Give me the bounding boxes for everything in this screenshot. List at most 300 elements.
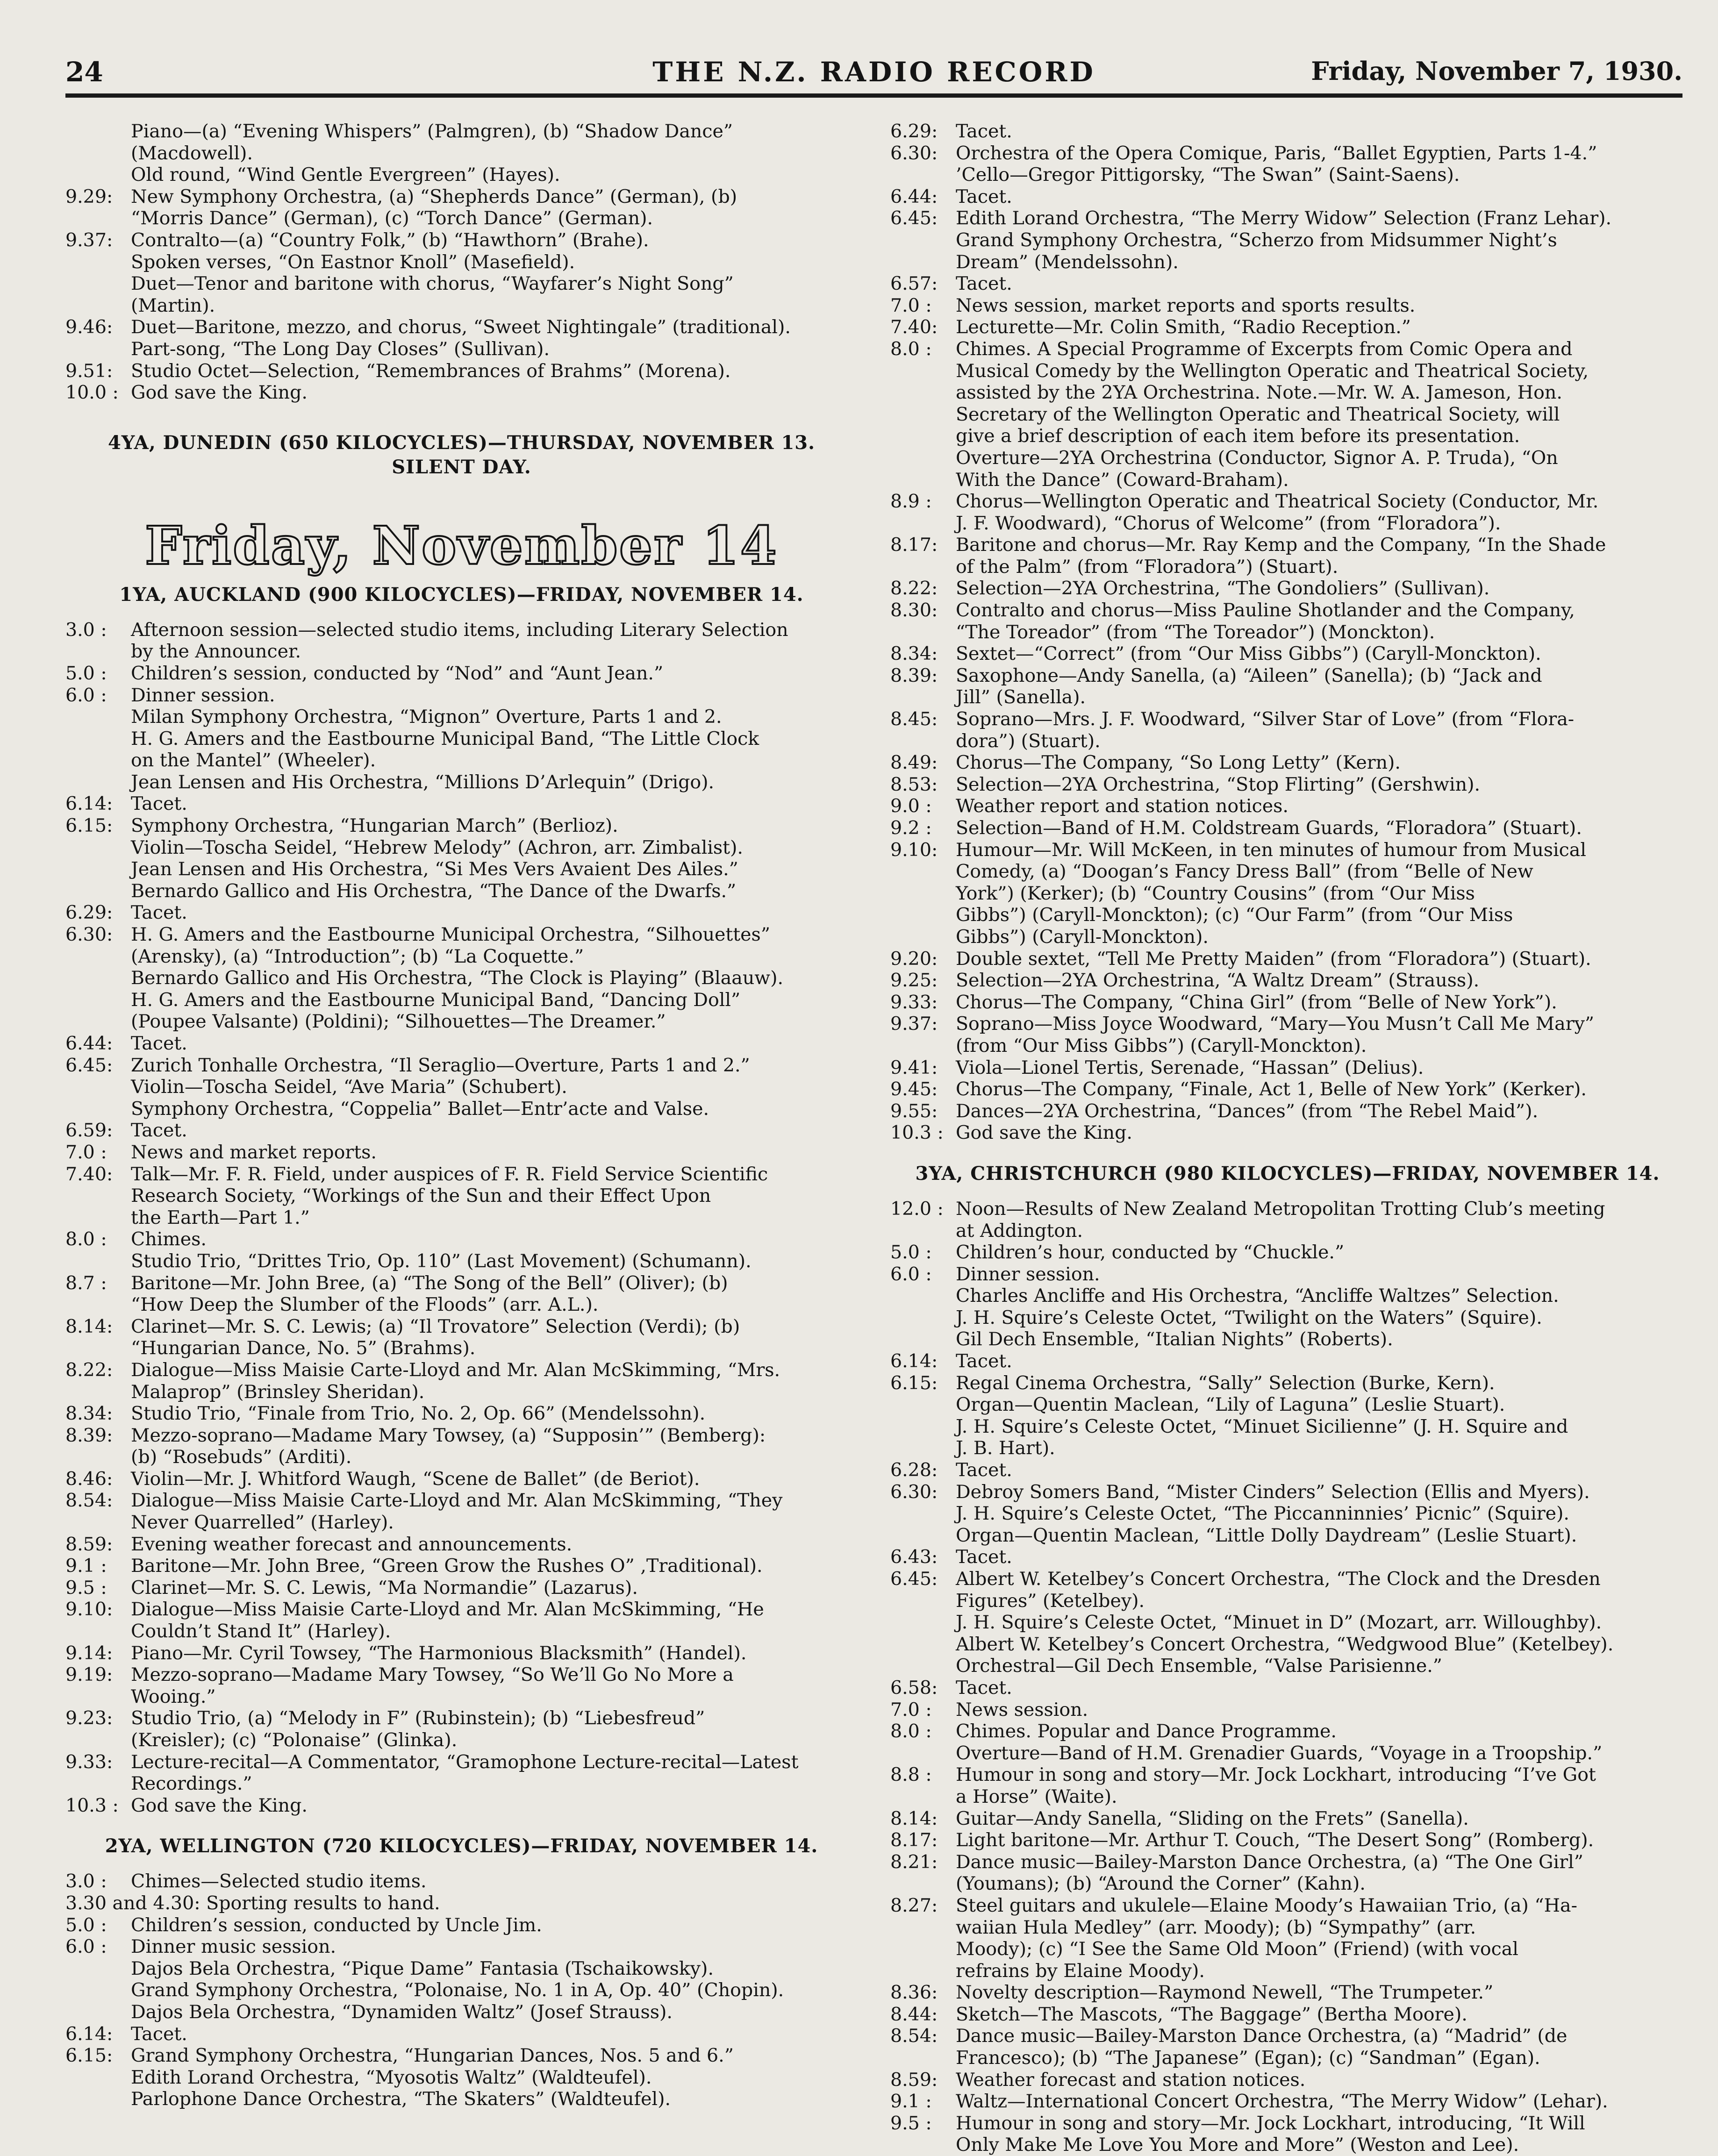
entry-line: Humour in song and story—Mr. Jock Lockhart, introducing, “It Will xyxy=(956,2112,1585,2134)
programme-entry xyxy=(65,1577,858,1599)
programme-entry xyxy=(890,839,1685,948)
entry-line: Chorus—The Company, “China Girl” (from “Belle of New York”). xyxy=(956,991,1557,1013)
entry-time: 6.14: xyxy=(65,793,113,815)
entry-line: Dajos Bela Orchestra, “Dynamiden Waltz” (Josef Strauss). xyxy=(131,2001,673,2023)
programme-entry xyxy=(65,1033,858,1055)
programme-entry xyxy=(890,207,1685,273)
entry-line: Duet—Tenor and baritone with chorus, “Wayfarer’s Night Song” xyxy=(131,273,734,295)
issue-date: Friday, November 7, 1930. xyxy=(1311,56,1682,86)
entry-time: 8.0 : xyxy=(65,1228,107,1250)
entry-line: Baritone—Mr. John Bree, “Green Grow the Rushes O” ,Traditional). xyxy=(131,1555,763,1577)
entry-line: Wooing.” xyxy=(131,1685,216,1707)
programme-entry xyxy=(890,1078,1685,1100)
programme-entry xyxy=(890,1677,1685,1699)
entry-time: 8.36: xyxy=(890,1982,938,2004)
entry-line: the Earth—Part 1.” xyxy=(131,1207,310,1228)
day-heading: Friday, November 14 xyxy=(145,515,778,577)
programme-entry xyxy=(65,1425,858,1468)
entry-line: Only Make Me Love You More and More” (Weston and Lee). xyxy=(956,2134,1519,2156)
entry-time: 6.29: xyxy=(890,121,938,142)
programme-entry xyxy=(890,643,1685,665)
entry-line: (Kreisler); (c) “Polonaise” (Glinka). xyxy=(131,1729,458,1751)
programme-entry xyxy=(890,1982,1685,2004)
entry-time: 9.19: xyxy=(65,1664,113,1686)
programme-entry xyxy=(890,1264,1685,1350)
entry-line: Secretary of the Wellington Operatic and Theatrical Society, will xyxy=(956,403,1560,425)
entry-line: Overture—Band of H.M. Grenadier Guards, “Voyage in a Troopship.” xyxy=(956,1742,1603,1764)
entry-time: 8.30: xyxy=(890,600,938,621)
entry-line: Musical Comedy by the Wellington Operatic and Theatrical Society, xyxy=(956,360,1589,382)
entry-line: Weather forecast and station notices. xyxy=(956,2069,1306,2091)
programme-entry xyxy=(890,708,1685,752)
entry-line: Bernardo Gallico and His Orchestra, “The Clock is Playing” (Blaauw). xyxy=(131,967,784,989)
programme-entry xyxy=(65,1599,858,1642)
entry-line: Waltz—International Concert Orchestra, “The Merry Widow” (Lehar). xyxy=(956,2091,1608,2113)
entry-line: Dinner session. xyxy=(131,684,275,706)
entry-time: 8.0 : xyxy=(890,338,932,360)
programme-entry xyxy=(890,774,1685,796)
entry-line: Piano—Mr. Cyril Towsey, “The Harmonious Blacksmith” (Handel). xyxy=(131,1642,747,1664)
programme-entry xyxy=(65,1142,858,1164)
programme-entry xyxy=(65,1228,858,1272)
entry-time: 9.33: xyxy=(65,1751,113,1773)
entry-line: York”) (Kerker); (b) “Country Cousins” (from “Our Miss xyxy=(956,882,1475,904)
entry-line: Chimes. A Special Programme of Excerpts from Comic Opera and xyxy=(956,338,1573,360)
entry-time: 9.20: xyxy=(890,948,938,970)
entry-line: Tacet. xyxy=(131,1033,187,1054)
entry-time: 6.45: xyxy=(890,207,938,229)
entry-line: Edith Lorand Orchestra, “Myosotis Waltz” (Waldteufel). xyxy=(131,2066,652,2088)
entry-line: Mezzo-soprano—Madame Mary Towsey, “So We’ll Go No More a xyxy=(131,1664,734,1686)
entry-line: Bernardo Gallico and His Orchestra, “The Dance of the Dwarfs.” xyxy=(131,880,737,902)
entry-time: 7.40: xyxy=(890,316,938,338)
programme-entry xyxy=(890,992,1685,1014)
entry-line: Soprano—Mrs. J. F. Woodward, “Silver Star of Love” (from “Flora- xyxy=(956,708,1575,730)
entry-time: 8.9 : xyxy=(890,491,932,513)
entry-line: Moody); (c) “I See the Same Old Moon” (Friend) (with vocal xyxy=(956,1938,1518,1960)
entry-line: Clarinet—Mr. S. C. Lewis; (a) “Il Trovatore” Selection (Verdi); (b) xyxy=(131,1315,740,1337)
programme-list xyxy=(65,1870,858,2110)
programme-entry xyxy=(65,382,858,404)
programme-entry xyxy=(890,534,1685,578)
entry-time: 10.0 : xyxy=(65,382,119,404)
entry-line: Contralto—(a) “Country Folk,” (b) “Hawthorn” (Brahe). xyxy=(131,229,649,251)
programme-entry xyxy=(890,1546,1685,1568)
entry-line: Albert W. Ketelbey’s Concert Orchestra, “The Clock and the Dresden xyxy=(956,1568,1601,1590)
programme-entry xyxy=(890,1372,1685,1459)
entry-line: Grand Symphony Orchestra, “Scherzo from Midsummer Night’s xyxy=(956,229,1557,251)
programme-entry xyxy=(65,186,858,229)
entry-line: (Arensky), (a) “Introduction”; (b) “La Coquette.” xyxy=(131,945,584,967)
entry-time: 9.37: xyxy=(890,1013,938,1035)
entry-line: Gibbs”) (Caryll-Monckton). xyxy=(956,926,1209,948)
programme-entry xyxy=(65,1055,858,1120)
entry-line: Overture—2YA Orchestrina (Conductor, Signor A. P. Truda), “On xyxy=(956,447,1558,469)
entry-time: 6.29: xyxy=(65,902,113,924)
entry-time: 6.30: xyxy=(65,924,113,946)
entry-line: New Symphony Orchestra, (a) “Shepherds Dance” (German), (b) xyxy=(131,186,737,207)
programme-entry xyxy=(890,1699,1685,1721)
entry-time: 7.0 : xyxy=(890,294,932,316)
entry-time: 8.8 : xyxy=(890,1764,932,1786)
entry-line: Viola—Lionel Tertis, Serenade, “Hassan” (Delius). xyxy=(956,1057,1424,1078)
programme-entry xyxy=(890,600,1685,643)
station-heading-auckland: 1YA, AUCKLAND (900 KILOCYCLES)—FRIDAY, NOVEMBER 14. xyxy=(119,583,804,606)
station-heading-christchurch: 3YA, CHRISTCHURCH (980 KILOCYCLES)—FRIDAY, NOVEMBER 14. xyxy=(915,1162,1660,1185)
entry-line: “How Deep the Slumber of the Floods” (arr. A.L.). xyxy=(131,1294,599,1316)
entry-time: 6.44: xyxy=(890,186,938,207)
entry-time: 6.0 : xyxy=(65,1936,107,1958)
entry-line: Charles Ancliffe and His Orchestra, “Ancliffe Waltzes” Selection. xyxy=(956,1285,1559,1307)
entry-line: Gibbs”) (Caryll-Monckton); (c) “Our Farm” (from “Our Miss xyxy=(956,904,1513,926)
entry-line: Tacet. xyxy=(956,186,1012,207)
entry-line: Zurich Tonhalle Orchestra, “Il Seraglio—Overture, Parts 1 and 2.” xyxy=(131,1054,750,1076)
programme-entry xyxy=(890,143,1685,186)
programme-entry xyxy=(65,1664,858,1707)
entry-time: 9.10: xyxy=(65,1599,113,1621)
programme-entry xyxy=(65,1534,858,1556)
entry-time: 6.44: xyxy=(65,1033,113,1054)
entry-line: Organ—Quentin Maclean, “Little Dolly Daydream” (Leslie Stuart). xyxy=(956,1524,1577,1546)
entry-line: News session, market reports and sports results. xyxy=(956,294,1416,316)
entry-time: 9.14: xyxy=(65,1642,113,1664)
entry-line: Milan Symphony Orchestra, “Mignon” Overture, Parts 1 and 2. xyxy=(131,706,722,728)
entry-line: Orchestral—Gil Dech Ensemble, “Valse Parisienne.” xyxy=(956,1655,1442,1677)
programme-entry xyxy=(890,1721,1685,1764)
right-column xyxy=(890,121,1685,2156)
entry-line: Symphony Orchestra, “Coppelia” Ballet—Entr’acte and Valse. xyxy=(131,1098,709,1120)
entry-line: Guitar—Andy Sanella, “Sliding on the Frets” (Sanella). xyxy=(956,1807,1469,1829)
programme-entry xyxy=(890,970,1685,992)
entry-time: 8.17: xyxy=(890,534,938,556)
entry-line: Chorus—Wellington Operatic and Theatrical Society (Conductor, Mr. xyxy=(956,491,1599,513)
entry-time: 6.58: xyxy=(890,1677,938,1699)
programme-entry xyxy=(65,360,858,382)
entry-line: Research Society, “Workings of the Sun and their Effect Upon xyxy=(131,1185,711,1207)
entry-line: ’Cello—Gregor Pittigorsky, “The Swan” (Saint-Saens). xyxy=(956,164,1460,186)
programme-entry xyxy=(890,1242,1685,1264)
programme-entry xyxy=(65,1164,858,1229)
programme-entry xyxy=(65,1936,858,2023)
entry-line: Humour—Mr. Will McKeen, in ten minutes of humour from Musical xyxy=(956,839,1586,861)
left-column xyxy=(65,121,858,2110)
programme-entry xyxy=(65,685,858,793)
entry-time: 6.43: xyxy=(890,1546,938,1568)
entry-line: Debroy Somers Band, “Mister Cinders” Selection (Ellis and Myers). xyxy=(956,1481,1590,1503)
silent-day-note: SILENT DAY. xyxy=(392,456,531,478)
entry-line: Dance music—Bailey-Marston Dance Orchestra, (a) “The One Girl” xyxy=(956,1851,1583,1873)
entry-time: 8.7 : xyxy=(65,1272,107,1294)
entry-time: 3.0 : xyxy=(65,1870,107,1892)
entry-line: give a brief description of each item before its presentation. xyxy=(956,425,1520,447)
entry-time: 3.0 : xyxy=(65,619,107,641)
entry-line: of the Palm” (from “Floradora”) (Stuart). xyxy=(956,556,1339,578)
entry-line: Tacet. xyxy=(956,1677,1012,1699)
programme-entry xyxy=(890,1100,1685,1122)
entry-time: 8.17: xyxy=(890,1829,938,1851)
programme-entry xyxy=(65,1359,858,1403)
entry-line: Tacet. xyxy=(131,2023,187,2045)
entry-time: 9.45: xyxy=(890,1078,938,1100)
entry-line: Edith Lorand Orchestra, “The Merry Widow” Selection (Franz Lehar). xyxy=(956,207,1612,229)
entry-time: 6.0 : xyxy=(65,684,107,706)
entry-line: Studio Trio, “Finale from Trio, No. 2, Op. 66” (Mendelssohn). xyxy=(131,1403,706,1425)
entry-line: Spoken verses, “On Eastnor Knoll” (Masefield). xyxy=(131,251,575,273)
entry-time: 9.1 : xyxy=(65,1555,107,1577)
entry-time: 8.59: xyxy=(65,1533,113,1555)
entry-line: Baritone—Mr. John Bree, (a) “The Song of the Bell” (Oliver); (b) xyxy=(131,1272,728,1294)
programme-entry xyxy=(890,1122,1685,1144)
entry-time: 8.39: xyxy=(890,664,938,686)
entry-line: Duet—Baritone, mezzo, and chorus, “Sweet Nightingale” (traditional). xyxy=(131,316,791,338)
programme-entry xyxy=(890,795,1685,817)
entry-time: 6.15: xyxy=(65,815,113,837)
entry-time: 8.44: xyxy=(890,2003,938,2025)
programme-list xyxy=(65,619,858,1817)
programme-entry xyxy=(890,1013,1685,1057)
programme-entry xyxy=(890,2091,1685,2113)
programme-entry xyxy=(890,273,1685,295)
programme-entry xyxy=(890,752,1685,774)
entry-line: J. H. Squire’s Celeste Octet, “Twilight on the Waters” (Squire). xyxy=(956,1306,1542,1328)
entry-line: Chorus—The Company, “Finale, Act 1, Belle of New York” (Kerker). xyxy=(956,1078,1587,1100)
entry-line: Dialogue—Miss Maisie Carte-Lloyd and Mr. Alan McSkimming, “They xyxy=(131,1490,783,1512)
programme-entry xyxy=(65,2045,858,2110)
programme-entry xyxy=(890,491,1685,534)
entry-time: 8.45: xyxy=(890,708,938,730)
entry-line: Chimes. xyxy=(131,1228,207,1250)
programme-entry xyxy=(65,1403,858,1425)
entry-line: Studio Trio, “Drittes Trio, Op. 110” (Last Movement) (Schumann). xyxy=(131,1250,752,1272)
programme-entry xyxy=(65,1316,858,1359)
entry-line: Tacet. xyxy=(956,1350,1012,1372)
entry-line: a Horse” (Waite). xyxy=(956,1785,1117,1807)
programme-entry xyxy=(65,1870,858,1892)
entry-line: Tacet. xyxy=(956,1546,1012,1568)
entry-line: Selection—Band of H.M. Coldstream Guards, “Floradora” (Stuart). xyxy=(956,817,1582,839)
entry-line: With the Dance” (Coward-Braham). xyxy=(956,469,1289,491)
entry-time: 9.29: xyxy=(65,186,113,207)
programme-entry xyxy=(65,815,858,902)
programme-entry xyxy=(890,121,1685,143)
programme-entry xyxy=(890,948,1685,970)
station-heading-wellington: 2YA, WELLINGTON (720 KILOCYCLES)—FRIDAY, NOVEMBER 14. xyxy=(105,1835,818,1857)
entry-time: 8.14: xyxy=(890,1807,938,1829)
entry-line: “Hungarian Dance, No. 5” (Brahms). xyxy=(131,1337,476,1359)
entry-time: 9.5 : xyxy=(890,2112,932,2134)
entry-time: 6.15: xyxy=(890,1372,938,1394)
entry-time: 9.1 : xyxy=(890,2091,932,2113)
entry-line: Tacet. xyxy=(131,902,187,924)
entry-line: Lecture-recital—A Commentator, “Gramophone Lecture-recital—Latest xyxy=(131,1751,799,1773)
programme-entry xyxy=(890,1057,1685,1079)
entry-line: Comedy, (a) “Doogan’s Fancy Dress Ball” (from “Belle of New xyxy=(956,861,1533,883)
entry-time: 8.22: xyxy=(65,1359,113,1381)
programme-entry xyxy=(890,1808,1685,1830)
entry-line: Chimes. Popular and Dance Programme. xyxy=(956,1721,1337,1742)
programme-entry xyxy=(890,578,1685,600)
entry-time: 8.22: xyxy=(890,578,938,600)
programme-entry xyxy=(890,1764,1685,1807)
entry-time: 8.53: xyxy=(890,773,938,795)
entry-time: 6.0 : xyxy=(890,1263,932,1285)
programme-entry xyxy=(65,1751,858,1795)
entry-line: Afternoon session—selected studio items, including Literary Selection xyxy=(131,619,788,641)
entry-time: 7.0 : xyxy=(65,1141,107,1163)
entry-line: Chorus—The Company, “So Long Letty” (Kern). xyxy=(956,752,1401,774)
entry-line: Noon—Results of New Zealand Metropolitan Trotting Club’s meeting xyxy=(956,1198,1605,1220)
entry-time: 6.28: xyxy=(890,1459,938,1481)
entry-line: refrains by Elaine Moody). xyxy=(956,1960,1205,1982)
programme-entry xyxy=(890,2113,1685,2156)
entry-line: Malaprop” (Brinsley Sheridan). xyxy=(131,1381,425,1403)
entry-line: News and market reports. xyxy=(131,1141,377,1163)
entry-line: Novelty description—Raymond Newell, “The Trumpeter.” xyxy=(956,1982,1494,2004)
entry-time: 6.45: xyxy=(65,1054,113,1076)
entry-line: (Poupee Valsante) (Poldini); “Silhouettes—The Dreamer.” xyxy=(131,1011,666,1033)
entry-time: 5.0 : xyxy=(65,1914,107,1936)
entry-time: 9.25: xyxy=(890,970,938,992)
entry-line: Dinner session. xyxy=(956,1263,1100,1285)
entry-line: Dances—2YA Orchestrina, “Dances” (from “The Rebel Maid”). xyxy=(956,1100,1539,1122)
entry-time: 8.46: xyxy=(65,1468,113,1490)
entry-time: 8.34: xyxy=(65,1403,113,1425)
entry-line: Couldn’t Stand It” (Harley). xyxy=(131,1621,391,1642)
entry-time: 9.51: xyxy=(65,360,113,382)
entry-line: Evening weather forecast and announcements. xyxy=(131,1533,573,1555)
entry-time: 6.30: xyxy=(890,142,938,164)
entry-time: 5.0 : xyxy=(65,662,107,684)
programme-entry xyxy=(65,793,858,815)
entry-line: God save the King. xyxy=(131,382,308,404)
entry-line: Francesco); (b) “The Japanese” (Egan); (c) “Sandman” (Egan). xyxy=(956,2047,1540,2069)
programme-entry xyxy=(890,1851,1685,1895)
entry-line: Soprano—Miss Joyce Woodward, “Mary—You Musn’t Call Me Mary” xyxy=(956,1013,1595,1035)
programme-entry xyxy=(65,1642,858,1664)
entry-line: assisted by the 2YA Orchestrina. Note.—Mr. W. A. Jameson, Hon. xyxy=(956,382,1562,404)
entry-line: News session. xyxy=(956,1699,1088,1721)
entry-line: Dream” (Mendelssohn). xyxy=(956,251,1179,273)
entry-time: 8.34: xyxy=(890,643,938,665)
programme-entry xyxy=(65,1468,858,1490)
entry-time: 7.40: xyxy=(65,1163,113,1185)
entry-time: 6.14: xyxy=(65,2023,113,2045)
programme-entry xyxy=(65,2023,858,2045)
entry-line: Jean Lensen and His Orchestra, “Si Mes Vers Avaient Des Ailes.” xyxy=(131,858,738,880)
entry-line: Recordings.” xyxy=(131,1773,252,1795)
entry-line: Tacet. xyxy=(956,273,1012,295)
programme-entry xyxy=(890,1198,1685,1242)
entry-line: dora”) (Stuart). xyxy=(956,730,1101,752)
entry-line: Orchestra of the Opera Comique, Paris, “Ballet Egyptien, Parts 1-4.” xyxy=(956,142,1597,164)
entry-line: Weather report and station notices. xyxy=(956,795,1288,817)
entry-time: 6.30: xyxy=(890,1481,938,1503)
entry-line: Organ—Quentin Maclean, “Lily of Laguna” (Leslie Stuart). xyxy=(956,1394,1505,1416)
entry-line: Figures” (Ketelbey). xyxy=(956,1590,1145,1612)
page-header xyxy=(65,56,1682,98)
entry-line: H. G. Amers and the Eastbourne Municipal Orchestra, “Silhouettes” xyxy=(131,924,771,946)
programme-list xyxy=(890,1198,1685,2156)
entry-line: H. G. Amers and the Eastbourne Municipal Band, “Dancing Doll” xyxy=(131,989,741,1011)
entry-time: 5.0 : xyxy=(890,1242,932,1264)
entry-line: Dajos Bela Orchestra, “Pique Dame” Fantasia (Tschaikowsky). xyxy=(131,1957,714,1979)
programme-entry xyxy=(65,924,858,1033)
entry-time: 6.45: xyxy=(890,1568,938,1590)
programme-entry xyxy=(65,663,858,685)
programme-entry xyxy=(890,295,1685,317)
masthead-title: THE N.Z. RADIO RECORD xyxy=(652,56,1095,88)
entry-line: Grand Symphony Orchestra, “Hungarian Dances, Nos. 5 and 6.” xyxy=(131,2045,734,2067)
entry-time: 6.14: xyxy=(890,1350,938,1372)
entry-line: Never Quarrelled” (Harley). xyxy=(131,1512,394,1534)
entry-line: Jill” (Sanella). xyxy=(956,686,1086,708)
programme-entry xyxy=(890,1459,1685,1481)
entry-time: 8.14: xyxy=(65,1315,113,1337)
programme-entry xyxy=(890,186,1685,208)
entry-line: Dance music—Bailey-Marston Dance Orchestra, (a) “Madrid” (de xyxy=(956,2025,1568,2047)
entry-line: Selection—2YA Orchestrina, “The Gondoliers” (Sullivan). xyxy=(956,578,1490,600)
entry-line: Children’s hour, conducted by “Chuckle.” xyxy=(956,1242,1345,1264)
entry-time: 8.54: xyxy=(65,1490,113,1512)
entry-line: Children’s session, conducted by Uncle Jim. xyxy=(131,1914,542,1936)
programme-entry xyxy=(890,2069,1685,2091)
entry-line: Double sextet, “Tell Me Pretty Maiden” (from “Floradora”) (Stuart). xyxy=(956,948,1591,970)
entry-line: Steel guitars and ukulele—Elaine Moody’s Hawaiian Trio, (a) “Ha- xyxy=(956,1894,1577,1916)
entry-time: 9.2 : xyxy=(890,817,932,839)
entry-line: Contralto and chorus—Miss Pauline Shotlander and the Company, xyxy=(956,600,1575,621)
programme-list xyxy=(890,121,1685,1144)
programme-entry xyxy=(890,2004,1685,2026)
programme-entry xyxy=(65,1490,858,1533)
entry-line: Children’s session, conducted by “Nod” and “Aunt Jean.” xyxy=(131,662,664,684)
entry-line: Baritone and chorus—Mr. Ray Kemp and the Company, “In the Shade xyxy=(956,534,1606,556)
entry-line: Selection—2YA Orchestrina, “Stop Flirting” (Gershwin). xyxy=(956,773,1481,795)
entry-line: Albert W. Ketelbey’s Concert Orchestra, “Wedgwood Blue” (Ketelbey). xyxy=(956,1633,1614,1655)
entry-line: Tacet. xyxy=(131,1120,187,1142)
entry-time: 12.0 : xyxy=(890,1198,944,1220)
entry-time: 8.54: xyxy=(890,2025,938,2047)
entry-line: Part-song, “The Long Day Closes” (Sullivan). xyxy=(131,338,550,360)
programme-entry xyxy=(65,1914,858,1936)
entry-time: 8.21: xyxy=(890,1851,938,1873)
entry-line: (b) “Rosebuds” (Arditi). xyxy=(131,1446,352,1468)
entry-time: 9.5 : xyxy=(65,1577,107,1599)
entry-line: Tacet. xyxy=(131,793,187,815)
entry-line: Tacet. xyxy=(956,1459,1012,1481)
entry-line: Talk—Mr. F. R. Field, under auspices of F. R. Field Service Scientific xyxy=(131,1163,768,1185)
entry-time: 9.41: xyxy=(890,1057,938,1078)
entry-line: God save the King. xyxy=(131,1794,308,1816)
entry-line: on the Mantel” (Wheeler). xyxy=(131,750,376,771)
programme-entry xyxy=(65,1892,858,1914)
entry-time: 9.46: xyxy=(65,316,113,338)
programme-entry xyxy=(65,121,858,186)
programme-entry xyxy=(65,1120,858,1142)
entry-time: 9.55: xyxy=(890,1100,938,1122)
entry-line: J. H. Squire’s Celeste Octet, “Minuet Sicilienne” (J. H. Squire and xyxy=(956,1415,1568,1437)
entry-line: Piano—(a) “Evening Whispers” (Palmgren), (b) “Shadow Dance” xyxy=(131,121,733,142)
page-number: 24 xyxy=(65,56,103,88)
entry-time: 9.10: xyxy=(890,839,938,861)
entry-time: 8.59: xyxy=(890,2069,938,2091)
programme-entry xyxy=(890,2025,1685,2069)
entry-time: 7.0 : xyxy=(890,1699,932,1721)
entry-line: Dialogue—Miss Maisie Carte-Lloyd and Mr. Alan McSkimming, “Mrs. xyxy=(131,1359,780,1381)
entry-line: J. H. Squire’s Celeste Octet, “Minuet in D” (Mozart, arr. Willoughby). xyxy=(956,1612,1602,1634)
entry-time: 8.27: xyxy=(890,1894,938,1916)
programme-list xyxy=(65,121,858,404)
entry-time: 6.57: xyxy=(890,273,938,295)
